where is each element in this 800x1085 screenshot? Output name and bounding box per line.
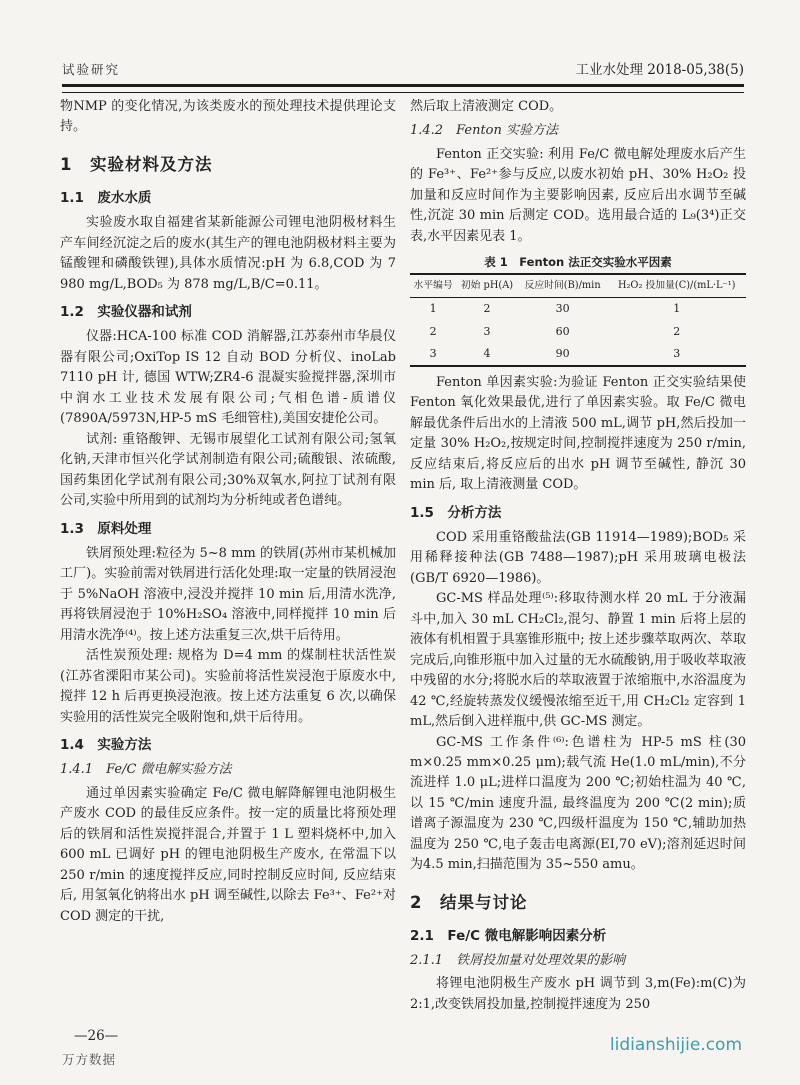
journal-citation: 工业水处理 2018-05,38(5) [575, 62, 744, 78]
paragraph: 活性炭预处理: 规格为 D=4 mm 的煤制柱状活性炭(江苏省溧阳市某公司)。实验前将活性炭浸泡于原废水中,搅拌 12 h 后再更换浸泡液。按上述方法重复 6 次,以确保实验用的活性炭完全吸附饱和,烘干后待用。 [60, 648, 396, 725]
table-cell: 3 [483, 324, 491, 338]
paragraph: 实验废水取自福建省某新能源公司锂电池阴极材料生产车间经沉淀之后的废水(其生产的锂电池阴极材料主要为锰酸锂和磷酸铁锂),具体水质情况:pH 为 6.8,COD 为 7 980 mg/L,BOD₅ 为 878 mg/L,B/C=0.11。 [60, 215, 396, 292]
paragraph: GC-MS 样品处理⁽⁵⁾:移取待测水样 20 mL 于分液漏斗中,加入 30 mL CH₂Cl₂,混匀、静置 1 min 后将上层的液体有机相置于具塞锥形瓶中; 按上述步骤萃取两次、萃取完成后,向锥形瓶中加入过量的无水硫酸钠,用于吸收萃取液中残留的水分;将脱水后的萃取液置于浓缩瓶中,水浴温度为 42 ℃,经旋转蒸发仪缓慢浓缩至近干,用 CH₂Cl₂ 定容到 1 mL,然后倒入进样瓶中,供 GC-MS 测定。 [410, 591, 746, 730]
table-cell: 1 [673, 302, 681, 316]
table1-orthogonal-levels [410, 273, 746, 366]
right-column [410, 97, 746, 1015]
table-header-cell: H₂O₂ 投加量(C)/(mL·L⁻¹) [607, 274, 746, 297]
subsubsection-heading-1-4-2: 1.4.2 Fenton 实验方法 [410, 123, 559, 139]
subsection-heading-1-3: 1.3 原料处理 [60, 520, 152, 537]
paragraph: 试剂: 重铬酸钾、无锡市展望化工试剂有限公司;氢氧化钠,天津市恒兴化学试剂制造有限公司;硫酸银、浓硫酸,国药集团化学试剂有限公司;30%双氧水,阿拉丁试剂有限公司,实验中所用到的试剂均为分析纯或者色谱纯。 [60, 431, 396, 509]
subsection-heading-2-1: 2.1 Fe/C 微电解影响因素分析 [410, 927, 607, 944]
table1-caption: 表 1 Fenton 法正交实验水平因素 [484, 255, 672, 270]
wanfang-watermark: 万方数据 [62, 1052, 117, 1067]
table-header-cell: 初始 pH(A) [456, 274, 518, 297]
table-cell: 90 [555, 346, 570, 360]
header-rule [62, 84, 744, 93]
table-header-cell: 水平编号 [410, 274, 456, 297]
site-watermark: lidianshijie.com [609, 1035, 742, 1055]
table-row [410, 342, 746, 365]
paragraph: Fenton 正交实验: 利用 Fe/C 微电解处理废水后产生的 Fe³⁺、Fe²⁺参与反应,以废水初始 pH、30% H₂O₂ 投加量和反应时间作为主要影响因素, 反应后出水调节至碱性,沉淀 30 min 后测定 COD。选用最合适的 L₉(3⁴)正交表,水平因素见表 1。 [410, 146, 746, 244]
running-head [62, 58, 744, 78]
page-number: —26— [74, 1028, 119, 1044]
table-cell: 3 [673, 346, 681, 360]
table-row [410, 297, 746, 320]
column-label: 试验研究 [62, 62, 121, 77]
left-column [60, 97, 396, 927]
subsection-heading-1-5: 1.5 分析方法 [410, 504, 502, 521]
section-heading-2: 2 结果与讨论 [410, 892, 528, 912]
table-cell: 3 [429, 346, 437, 360]
table-cell: 60 [555, 324, 570, 338]
paragraph: COD 采用重铬酸盐法(GB 11914—1989);BOD₅ 采用稀释接种法(GB 7488—1987);pH 采用玻璃电极法(GB/T 6920—1986)。 [410, 529, 746, 586]
table-cell: 1 [429, 302, 437, 316]
subsubsection-heading-2-1-1: 2.1.1 铁屑投加量对处理效果的影响 [410, 953, 626, 969]
table-header-row [410, 274, 746, 297]
subsection-heading-1-2: 1.2 实验仪器和试剂 [60, 304, 192, 321]
paragraph: 通过单因素实验确定 Fe/C 微电解降解锂电池阴极生产废水 COD 的最佳反应条件。按一定的质量比将预处理后的铁屑和活性炭搅拌混合,并置于 1 L 塑料烧杯中,加入 600 mL 已调好 pH 的锂电池阴极生产废水, 在常温下以 250 r/min 的速度搅拌反应,同时控制反应时间, 反应结束后, 用氢氧化钠将出水 pH 调至碱性,以除去 Fe³⁺、Fe²⁺对 COD 测定的干扰, [60, 785, 396, 924]
subsection-heading-1-1: 1.1 废水水质 [60, 189, 152, 206]
table-cell: 2 [429, 324, 437, 338]
paragraph: GC-MS 工作条件⁽⁶⁾:色谱柱为 HP-5 mS 柱(30 m×0.25 mm×0.25 μm);载气流 He(1.0 mL/min),不分流进样 1.0 μL;进样口温度为 200 ℃;初始柱温为 40 ℃,以 15 ℃/min 速度升温, 最终温度为 200 ℃(2 min);质谱离子源温度为 230 ℃,四级杆温度为 150 ℃,辅助加热温度为 250 ℃,电子轰击电离源(EI,70 eV);溶剂延迟时间为4.5 min,扫描范围为 35~550 amu。 [410, 734, 746, 873]
paragraph: Fenton 单因素实验:为验证 Fenton 正交实验结果使 Fenton 氧化效果最优,进行了单因素实验。取 Fe/C 微电解最优条件后出水的上清液 500 mL,调节 pH,然后投加一定量 30% H₂O₂,按规定时间,控制搅拌速度为 250 r/min,反应结束后,将反应后的出水 pH 调节至碱性, 静沉 30 min 后, 取上清液测量 COD。 [410, 374, 746, 493]
table-row [410, 320, 746, 342]
paragraph: 铁屑预处理:粒径为 5~8 mm 的铁屑(苏州市某机械加工厂)。实验前需对铁屑进行活化处理:取一定量的铁屑浸泡于 5%NaOH 溶液中,浸没并搅拌 10 min 后,用清水洗净,再将铁屑浸泡于 10%H₂SO₄ 溶液中,同样搅拌 10 min 后用清水洗净⁽⁴⁾。按上述方法重复三次,烘干后待用。 [60, 545, 396, 643]
section-heading-1: 1 实验材料及方法 [60, 154, 213, 174]
table-cell: 2 [673, 324, 681, 338]
subsubsection-heading-1-4-1: 1.4.1 Fe/C 微电解实验方法 [60, 762, 232, 778]
table-cell: 30 [555, 302, 570, 316]
paragraph: 物NMP 的变化情况,为该类废水的预处理技术提供理论支持。 [60, 99, 396, 135]
table-cell: 2 [483, 302, 491, 316]
paragraph: 仪器:HCA-100 标准 COD 消解器,江苏泰州市华晨仪器有限公司;OxiTop IS 12 自动 BOD 分析仪、inoLab 7110 pH 计, 德国 WTW;ZR4-6 混凝实验搅拌器,深圳市中润水工业技术发展有限公司;气相色谱-质谱仪(7890A/5973N,HP-5 mS 毛细管柱),美国安捷伦公司。 [60, 329, 396, 427]
paragraph: 将锂电池阴极生产废水 pH 调节到 3,m(Fe):m(C)为 2:1,改变铁屑投加量,控制搅拌速度为 250 [410, 976, 746, 1012]
table-header-cell: 反应时间(B)/min [518, 274, 608, 297]
paragraph: 然后取上清液测定 COD。 [410, 99, 563, 114]
table-cell: 4 [483, 346, 491, 360]
subsection-heading-1-4: 1.4 实验方法 [60, 736, 152, 753]
